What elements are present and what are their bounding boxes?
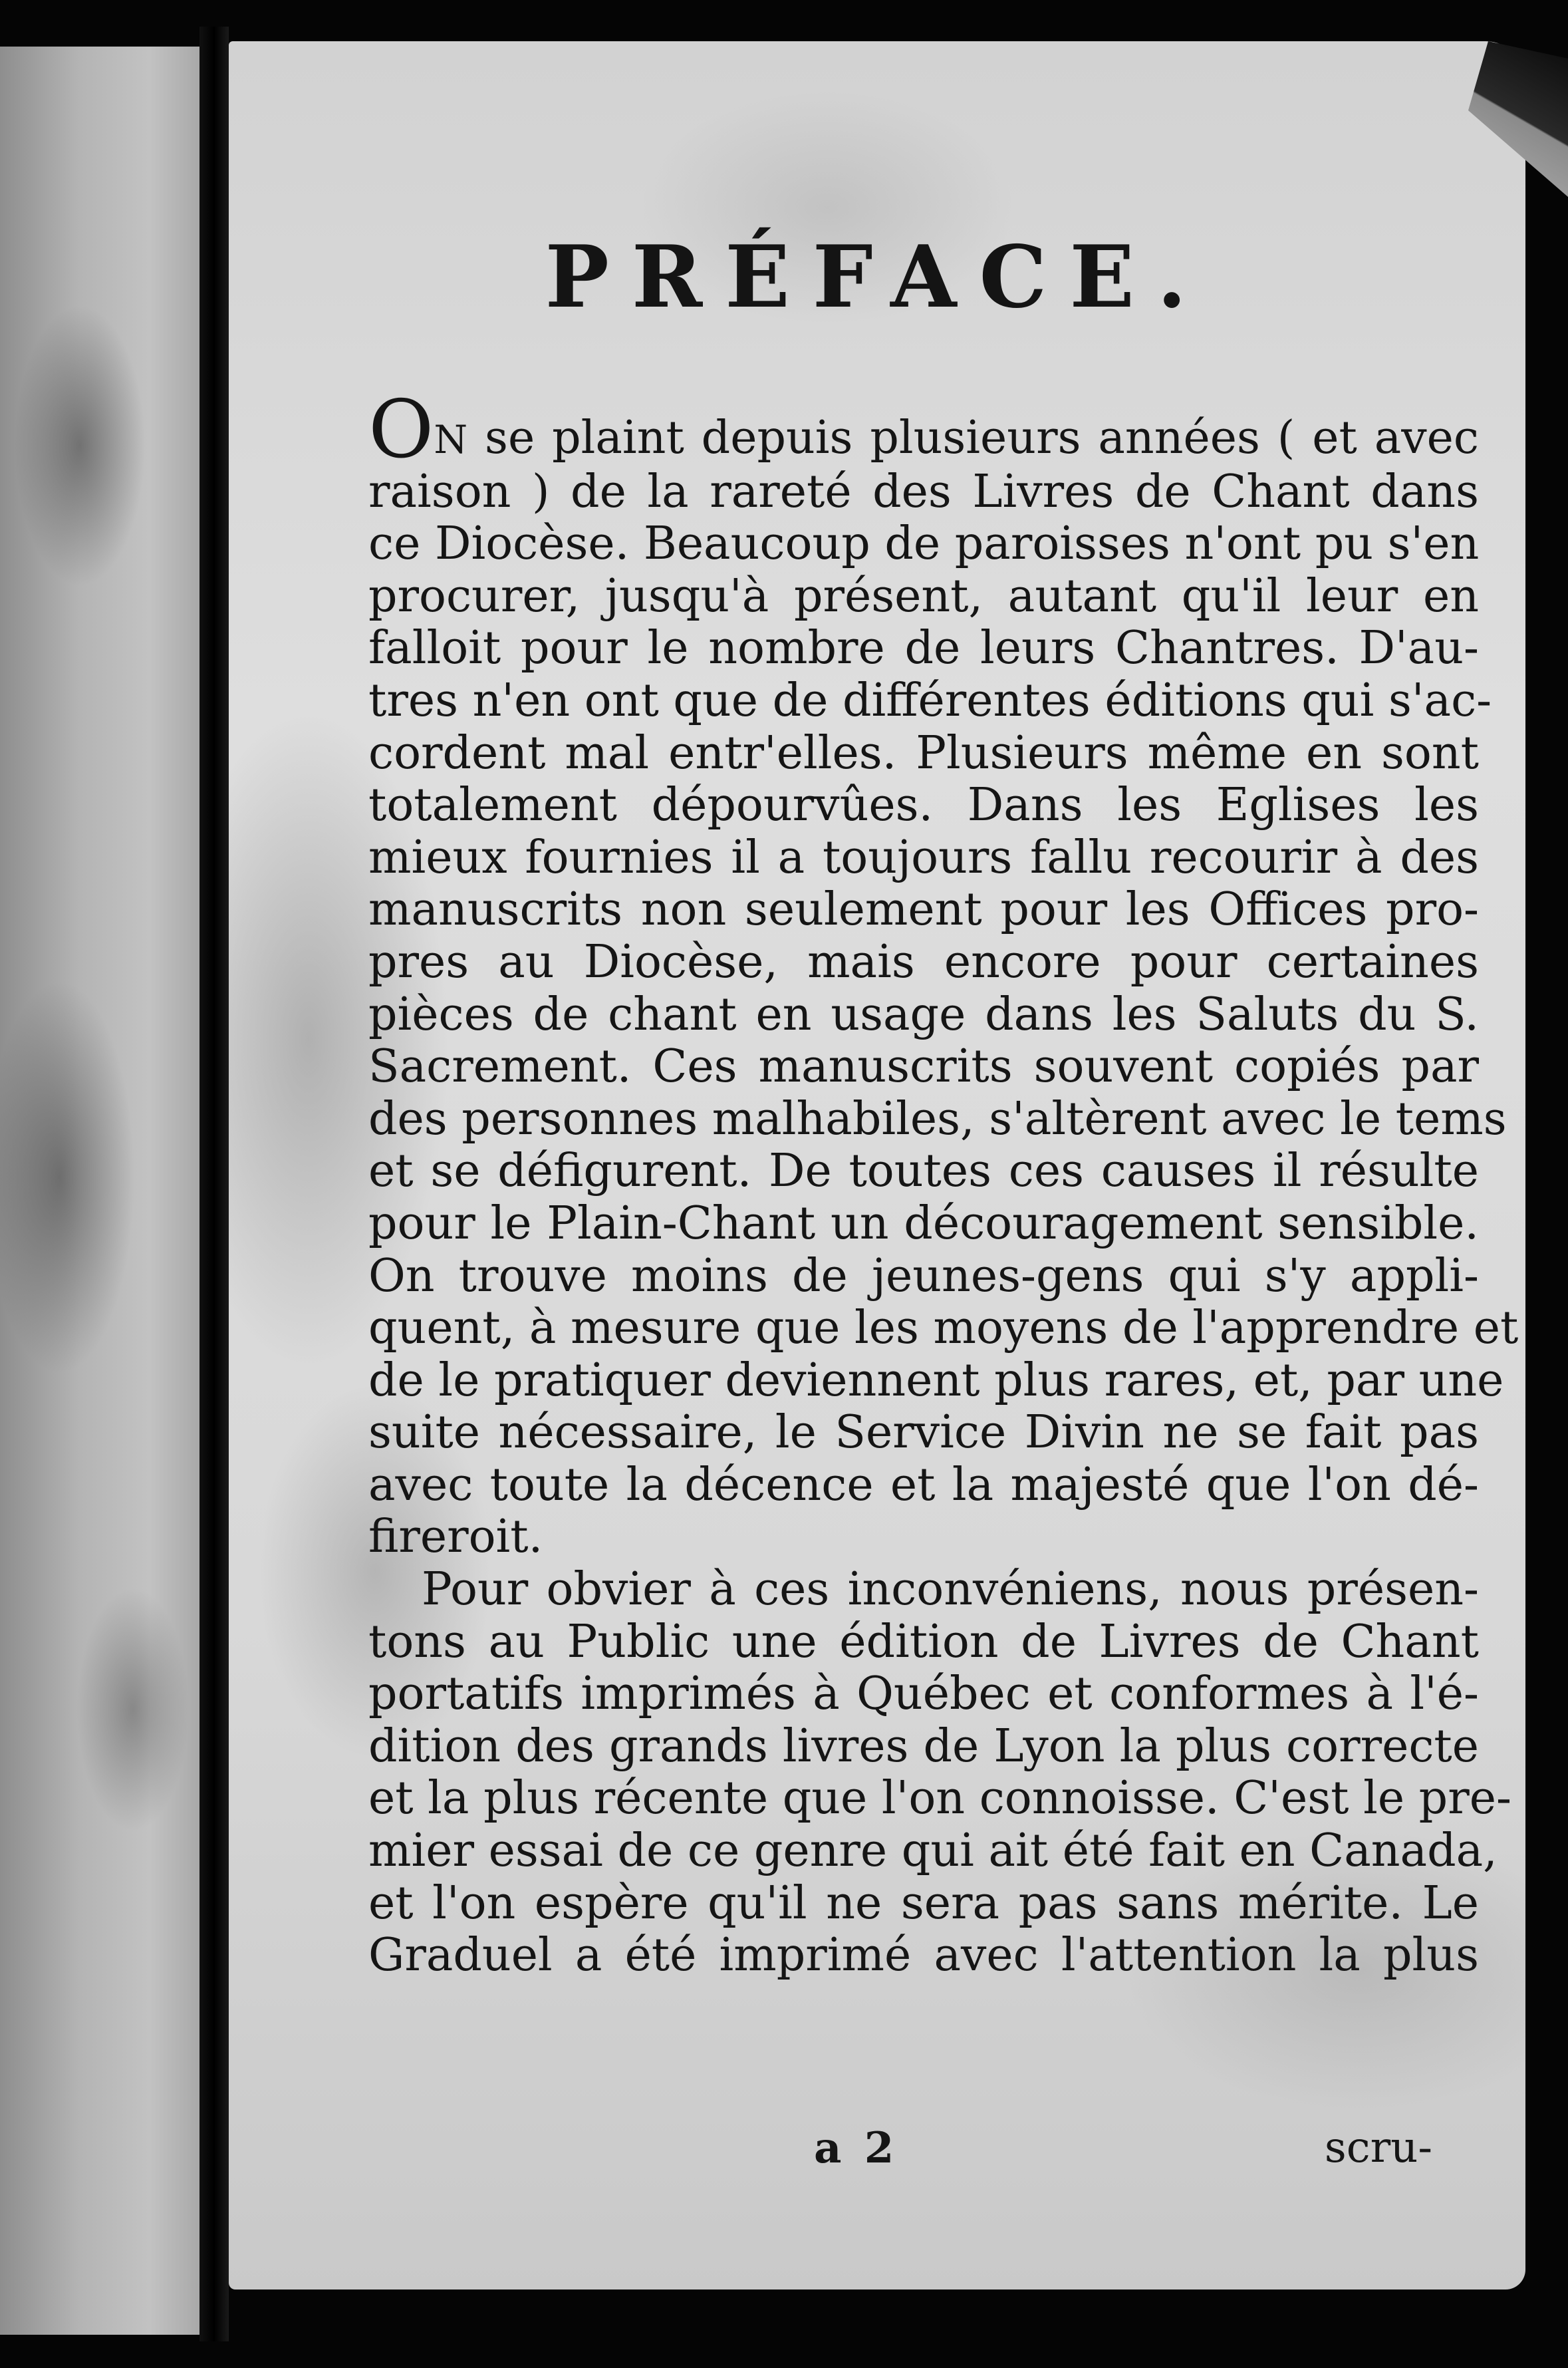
text-line: Pour obvier à ces inconvéniens, nous présen- [422, 1563, 1479, 1616]
signature-mark: a 2 [814, 2123, 898, 2173]
book-page [229, 41, 1525, 2290]
text-line: ce Diocèse. Beaucoup de paroisses n'ont pu s'en [368, 518, 1480, 571]
text-line: et l'on espère qu'il ne sera pas sans mérite. Le [368, 1876, 1479, 1930]
preface-text [368, 384, 1519, 1982]
text-line: dition des grands livres de Lyon la plus correcte [368, 1719, 1479, 1773]
paragraph-1 [368, 384, 1519, 1564]
book-gutter [199, 27, 229, 2341]
paragraph-2 [368, 1563, 1511, 1982]
text-line: totalement dépourvûes. Dans les Eglises les [368, 779, 1479, 832]
text-line: On trouve moins de jeunes-gens qui s'y appli- [368, 1249, 1479, 1302]
text-line: portatifs imprimés à Québec et conformes à l'é- [368, 1668, 1479, 1721]
text-line: des personnes malhabiles, s'altèrent avec le tems [368, 1092, 1507, 1145]
text-line: manuscrits non seulement pour les Offices pro- [368, 883, 1479, 937]
page-footer [229, 2123, 1525, 2183]
text-line: quent, à mesure que les moyens de l'apprendre et [368, 1302, 1519, 1355]
text-line: Sacrement. Ces manuscrits souvent copiés par [368, 1040, 1479, 1094]
text-line: cordent mal entr'elles. Plusieurs même en sont [368, 726, 1479, 780]
text-line: pres au Diocèse, mais encore pour certaines [368, 935, 1479, 988]
catchword: scru- [1324, 2123, 1432, 2172]
facing-page-edge [0, 47, 199, 2335]
text-line: procurer, jusqu'à présent, autant qu'il leur en [368, 569, 1479, 623]
text-line: mier essai de ce genre qui ait été fait en Canada, [368, 1825, 1498, 1878]
text-line: pour le Plain-Chant un découragement sensible. [368, 1197, 1479, 1250]
text-line: tons au Public une édition de Livres de Chant [368, 1615, 1479, 1668]
text-line [368, 384, 1479, 476]
line-text: se plaint depuis plusieurs années ( et avec [485, 412, 1479, 464]
text-line: Graduel a été imprimé avec l'attention la plus [368, 1929, 1479, 1982]
drop-cap-rest: N [434, 417, 468, 462]
text-line: de le pratiquer deviennent plus rares, et, par une [368, 1354, 1504, 1407]
page-title: PRÉFACE. [545, 227, 1210, 327]
text-line: et se défigurent. De toutes ces causes il résulte [368, 1145, 1479, 1198]
text-line: suite nécessaire, le Service Divin ne se fait pas [368, 1406, 1479, 1459]
text-line: fireroit. [368, 1511, 543, 1564]
text-line: avec toute la décence et la majesté que l'on dé- [368, 1458, 1479, 1511]
text-line: et la plus récente que l'on connoisse. C'est le pre- [368, 1772, 1511, 1825]
text-line: pièces de chant en usage dans les Saluts du S. [368, 988, 1479, 1041]
drop-cap: O [368, 384, 434, 476]
text-line: raison ) de la rareté des Livres de Chant dans [368, 465, 1479, 518]
text-line: tres n'en ont que de différentes éditions qui s'ac- [368, 674, 1492, 727]
text-line: mieux fournies il a toujours fallu recourir à des [368, 831, 1479, 884]
text-line: falloit pour le nombre de leurs Chantres. D'au- [368, 622, 1479, 675]
